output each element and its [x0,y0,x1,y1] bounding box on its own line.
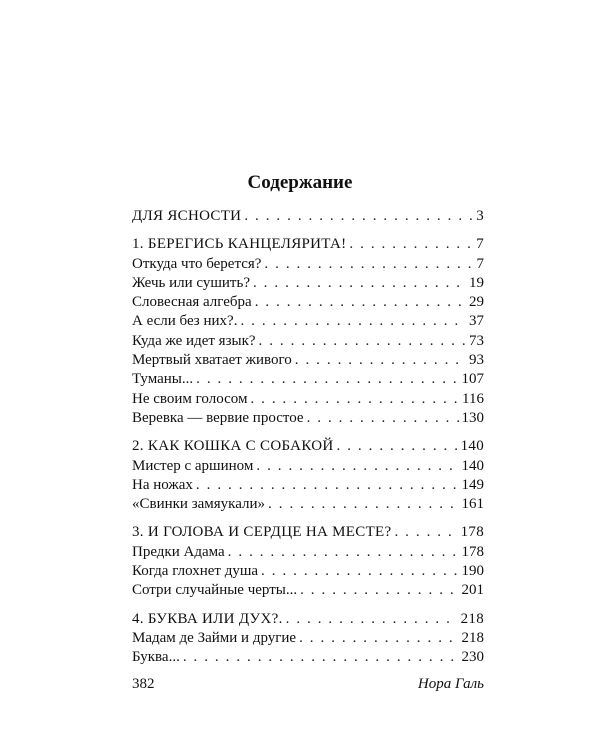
toc-entry-intro [132,207,484,226]
toc-entry [132,332,484,351]
toc-entry [132,312,484,331]
toc-entry [132,562,484,581]
dot-leader [264,255,473,274]
toc-entry [132,457,484,476]
toc-entry-label: Сотри случайные черты... [132,582,298,599]
dot-leader [268,495,458,514]
toc-entry-label: Мистер с аршином [132,457,254,474]
toc-entry-page: 218 [461,629,484,646]
dot-leader [307,409,459,428]
running-footer-author: Нора Галь [417,676,484,692]
dot-leader [183,648,459,667]
toc-entry-page: 7 [476,236,484,253]
toc-entry-label: 4. БУКВА ИЛИ ДУХ?. [132,610,283,627]
toc-entry-label: Веревка — вервие простое [132,409,304,426]
toc-entry-label: 1. БЕРЕГИСЬ КАНЦЕЛЯРИТА! [132,236,347,253]
toc-entry-label: Жечь или сушить? [132,274,250,291]
dot-leader [244,207,473,226]
toc-entry-label: На ножах [132,476,193,493]
toc-entry-page: 161 [461,496,484,513]
dot-leader [253,274,466,293]
page-title: Содержание [247,172,353,193]
toc-entry [132,274,484,293]
toc-section-heading-2 [132,437,484,456]
toc-entry-label: 2. КАК КОШКА С СОБАКОЙ [132,438,334,455]
toc-entry-label: «Свинки замяукали» [132,496,266,513]
toc-entry-label: Не своим голосом [132,390,248,407]
dot-leader [300,581,458,600]
toc-entry [132,293,484,312]
toc-section-heading-1 [132,235,484,254]
toc-entry-page: 3 [476,208,484,224]
dot-leader [228,543,459,562]
dot-leader [255,293,466,312]
toc-entry [132,409,484,428]
toc-entry-page: 116 [462,390,484,407]
toc-entry [132,648,484,667]
page-footer [132,676,484,693]
toc-entry [132,255,484,274]
toc-entry-label: Куда же идет язык? [132,332,256,349]
toc-entry-page: 37 [469,313,484,330]
toc-entry-page: 149 [461,476,484,493]
toc-entry-label: ДЛЯ ЯСНОСТИ [132,208,242,224]
toc-entry-page: 93 [469,352,484,369]
toc-entry [132,581,484,600]
toc-entry-label: Словесная алгебра [132,294,252,311]
dot-leader [250,390,459,409]
toc-entry-label: 3. И ГОЛОВА И СЕРДЦЕ НА МЕСТЕ? [132,524,392,541]
toc-entry [132,629,484,648]
dot-leader [286,610,458,629]
toc-entry-label: Туманы... [132,371,194,388]
toc-entry-page: 178 [460,524,484,541]
dot-leader [349,235,473,254]
toc-entry-page: 73 [469,332,484,349]
toc-entry [132,370,484,389]
toc-entry-label: Предки Адама [132,543,225,560]
toc-entry [132,476,484,495]
toc-entry-label: Когда глохнет душа [132,563,259,580]
dot-leader [337,437,458,456]
toc-entry-label: Мадам де Займи и другие [132,629,297,646]
toc-entry-page: 19 [469,274,484,291]
table-of-contents [132,207,484,668]
toc-entry-label: Мертвый хватает живого [132,352,292,369]
toc-entry-page: 140 [460,438,484,455]
toc-entry-page: 218 [460,610,484,627]
dot-leader [261,562,458,581]
toc-section-heading-4 [132,610,484,629]
dot-leader [295,351,466,370]
toc-section-heading-3 [132,523,484,542]
toc-entry [132,495,484,514]
dot-leader [196,476,459,495]
toc-entry-page: 178 [461,543,484,560]
toc-entry-page: 29 [469,294,484,311]
toc-entry-label: Откуда что берется? [132,255,262,272]
toc-entry-label: А если без них?. [132,313,238,330]
dot-leader [240,312,466,331]
toc-entry-label: Буква... [132,649,180,666]
toc-entry-page: 140 [461,457,484,474]
toc-entry [132,390,484,409]
toc-entry-page: 230 [461,649,484,666]
toc-entry-page: 107 [461,371,484,388]
dot-leader [259,332,466,351]
toc-entry [132,543,484,562]
dot-leader [256,457,458,476]
toc-entry [132,351,484,370]
page-number: 382 [132,676,155,692]
toc-entry-page: 201 [461,582,484,599]
dot-leader [394,523,457,542]
toc-entry-page: 190 [461,563,484,580]
toc-entry-page: 7 [476,255,484,272]
toc-entry-page: 130 [461,409,484,426]
dot-leader [299,629,458,648]
dot-leader [196,370,458,389]
